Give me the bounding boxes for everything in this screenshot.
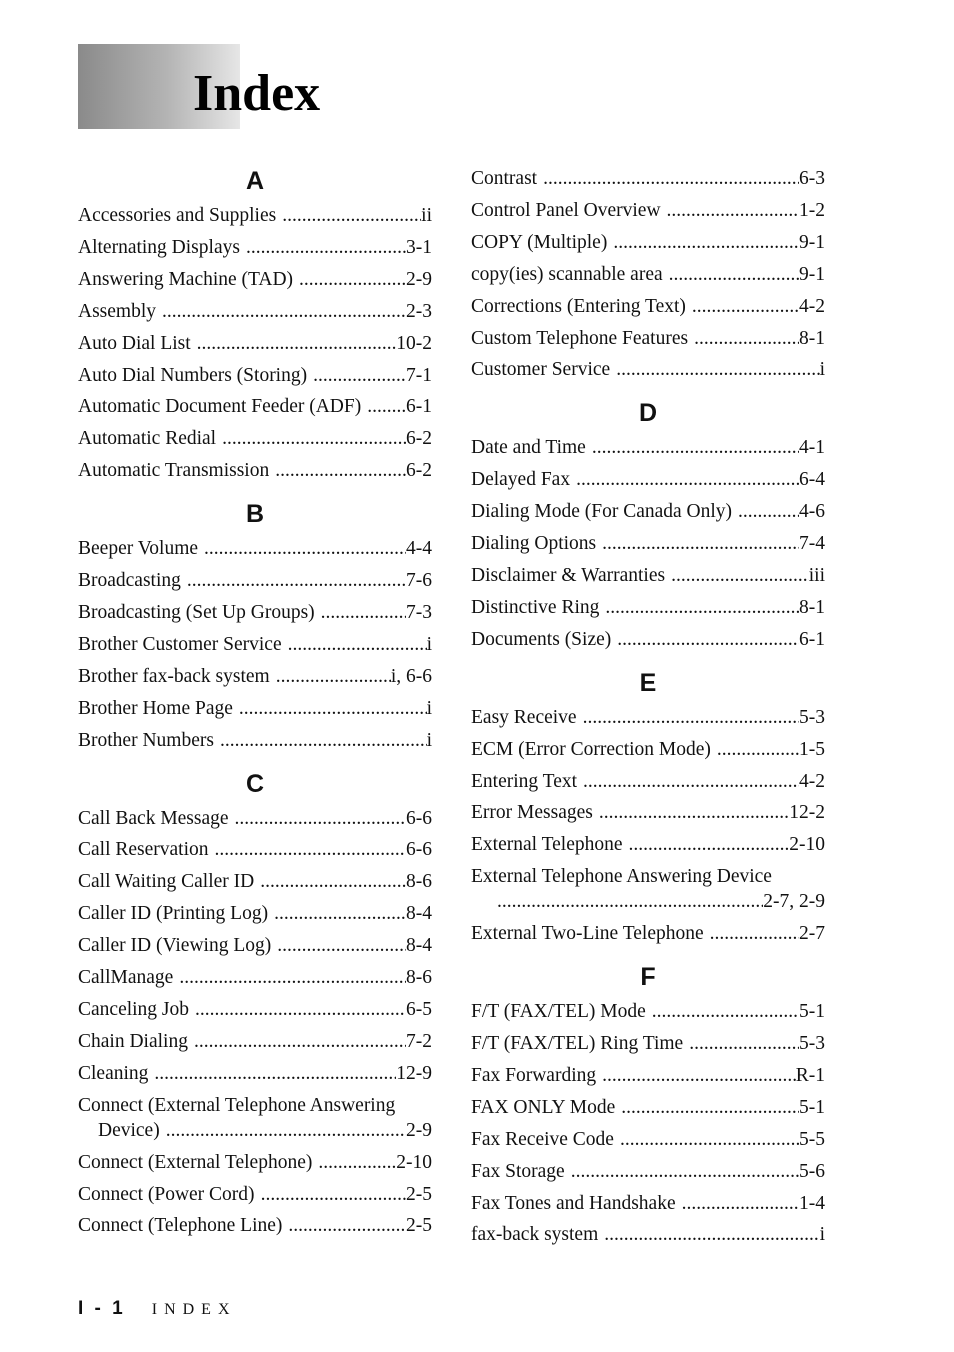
- dot-leader: [738, 496, 799, 528]
- dot-leader: [616, 354, 819, 386]
- entry-page: 2-7: [799, 923, 825, 945]
- entry-page: 1-5: [799, 738, 825, 760]
- entry-term: Error Messages: [471, 802, 593, 824]
- dot-leader: [629, 829, 790, 861]
- entry-page: 6-6: [406, 807, 432, 829]
- index-entry: [471, 291, 825, 323]
- entry-page: 2-5: [406, 1183, 432, 1205]
- index-entry: [78, 803, 432, 835]
- entry-page: 6-4: [799, 469, 825, 491]
- dot-leader: [166, 1118, 406, 1143]
- index-section: [78, 496, 432, 756]
- entry-term: Control Panel Overview: [471, 199, 661, 221]
- entry-page: 2-7, 2-9: [763, 891, 825, 913]
- index-entry: [471, 624, 825, 656]
- entry-term: Broadcasting (Set Up Groups): [78, 601, 315, 623]
- entry-page: 8-1: [799, 327, 825, 349]
- index-section: [78, 163, 432, 487]
- dot-leader: [667, 195, 799, 227]
- index-entry: [471, 1092, 825, 1124]
- index-entry: [471, 1188, 825, 1220]
- entry-term: Auto Dial Numbers (Storing): [78, 364, 308, 386]
- entry-page: i: [426, 729, 432, 751]
- index-entry: [78, 866, 432, 898]
- dot-leader: [194, 1026, 406, 1058]
- entry-page: 1-4: [799, 1192, 825, 1214]
- entry-page: 5-1: [799, 1096, 825, 1118]
- entry-page: 8-6: [406, 967, 432, 989]
- index-entry: [78, 533, 432, 565]
- dot-leader: [195, 994, 406, 1026]
- entry-page: 4-4: [406, 538, 432, 560]
- page-footer: [78, 1298, 237, 1322]
- entry-page: i, 6-6: [390, 665, 432, 687]
- dot-leader: [621, 1092, 799, 1124]
- index-entry: [78, 898, 432, 930]
- index-entry: [78, 1058, 432, 1090]
- dot-leader: [277, 930, 406, 962]
- entry-page: 2-3: [406, 300, 432, 322]
- index-entry: [78, 423, 432, 455]
- entry-page: 2-9: [406, 268, 432, 290]
- dot-leader: [239, 693, 427, 725]
- index-entry: [78, 360, 432, 392]
- entry-term-continued: Device): [98, 1119, 160, 1141]
- index-entry: [78, 1210, 432, 1242]
- entry-term: Disclaimer & Warranties: [471, 564, 666, 586]
- index-entry: [78, 725, 432, 757]
- entry-page: 8-4: [406, 903, 432, 925]
- entry-term: fax-back system: [471, 1224, 599, 1246]
- entry-term: Call Waiting Caller ID: [78, 871, 255, 893]
- section-letter: F: [640, 963, 656, 992]
- entry-page: 6-1: [799, 628, 825, 650]
- entry-page: 9-1: [799, 231, 825, 253]
- entry-term: External Telephone: [471, 834, 623, 856]
- entry-term: Dialing Options: [471, 533, 597, 555]
- entry-page: 4-2: [799, 770, 825, 792]
- page-title: Index: [193, 65, 321, 122]
- entry-page: 5-1: [799, 1001, 825, 1023]
- entry-term: External Telephone Answering Device: [471, 866, 772, 888]
- dot-leader: [605, 592, 799, 624]
- index-entry: [78, 296, 432, 328]
- entry-page: i: [426, 633, 432, 655]
- dot-leader: [282, 200, 421, 232]
- entry-term: Automatic Transmission: [78, 460, 270, 482]
- index-entry: [471, 323, 825, 355]
- dot-leader: [261, 1179, 406, 1211]
- entry-page: 7-3: [406, 601, 432, 623]
- entry-term: Easy Receive: [471, 706, 577, 728]
- index-entry: [471, 702, 825, 734]
- index-entry: [471, 1060, 825, 1092]
- index-entry: [78, 962, 432, 994]
- entry-page: 7-2: [406, 1030, 432, 1052]
- entry-page: 5-5: [799, 1128, 825, 1150]
- entry-term: Automatic Redial: [78, 428, 217, 450]
- dot-leader: [571, 1156, 799, 1188]
- entry-page: 7-1: [406, 364, 432, 386]
- entry-term: Call Back Message: [78, 807, 229, 829]
- dot-leader: [692, 291, 799, 323]
- dot-leader: [299, 264, 406, 296]
- dot-leader: [318, 1147, 396, 1179]
- index-entry: [471, 195, 825, 227]
- entry-page: 6-1: [406, 396, 432, 418]
- entry-term: Brother Customer Service: [78, 633, 282, 655]
- index-entry: [471, 464, 825, 496]
- entry-term: Distinctive Ring: [471, 596, 600, 618]
- index-entry: [78, 200, 432, 232]
- section-letter: C: [245, 769, 265, 798]
- entry-page: 6-2: [406, 460, 432, 482]
- index-entry: [471, 797, 825, 829]
- entry-term: Customer Service: [471, 359, 611, 381]
- entry-term: Delayed Fax: [471, 469, 571, 491]
- index-entry: [471, 861, 825, 918]
- index-entry: [471, 592, 825, 624]
- dot-leader: [288, 1210, 406, 1242]
- entry-term: Custom Telephone Features: [471, 327, 689, 349]
- dot-leader: [222, 423, 406, 455]
- entry-term: Assembly: [78, 300, 156, 322]
- entry-page: 3-1: [406, 236, 432, 258]
- dot-leader: [717, 734, 799, 766]
- entry-term: CallManage: [78, 967, 174, 989]
- dot-leader: [543, 163, 799, 195]
- index-entry: [471, 918, 825, 950]
- entry-term: Call Reservation: [78, 839, 209, 861]
- entry-term: Brother Numbers: [78, 729, 214, 751]
- index-column-right: [471, 163, 825, 1260]
- entry-term: copy(ies) scannable area: [471, 263, 663, 285]
- entry-page: 1-2: [799, 199, 825, 221]
- dot-leader: [669, 259, 799, 291]
- dot-leader: [321, 597, 406, 629]
- entry-term: Dialing Mode (For Canada Only): [471, 501, 733, 523]
- entry-page: 4-1: [799, 437, 825, 459]
- dot-leader: [694, 323, 799, 355]
- dot-leader: [215, 834, 406, 866]
- entry-term: Fax Receive Code: [471, 1128, 614, 1150]
- entry-page: 9-1: [799, 263, 825, 285]
- entry-page: 5-6: [799, 1160, 825, 1182]
- entry-term: Fax Forwarding: [471, 1064, 597, 1086]
- entry-page: 6-6: [406, 839, 432, 861]
- index-entry: [471, 560, 825, 592]
- dot-leader: [497, 889, 763, 914]
- index-section: [471, 163, 825, 386]
- entry-page: 8-6: [406, 871, 432, 893]
- entry-term: Alternating Displays: [78, 236, 240, 258]
- entry-term: Fax Tones and Handshake: [471, 1192, 676, 1214]
- dot-leader: [235, 803, 406, 835]
- index-section: [471, 665, 825, 950]
- entry-term: External Two-Line Telephone: [471, 923, 704, 945]
- dot-leader: [592, 432, 799, 464]
- entry-term: Auto Dial List: [78, 332, 191, 354]
- entry-page: 4-6: [799, 501, 825, 523]
- dot-leader: [710, 918, 799, 950]
- index-entry: [471, 528, 825, 560]
- entry-page: 10-2: [396, 332, 432, 354]
- dot-leader: [179, 962, 406, 994]
- index-entry: [471, 766, 825, 798]
- entry-page: 6-3: [799, 168, 825, 189]
- index-entry: [471, 829, 825, 861]
- entry-page: 2-10: [789, 834, 825, 856]
- entry-page: 5-3: [799, 706, 825, 728]
- dot-leader: [288, 629, 427, 661]
- entry-term: Connect (Power Cord): [78, 1183, 255, 1205]
- dot-leader: [617, 624, 799, 656]
- entry-term: Date and Time: [471, 437, 586, 459]
- entry-page: 2-10: [396, 1151, 432, 1173]
- entry-term: Connect (External Telephone Answering: [78, 1094, 396, 1116]
- entry-page: 2-5: [406, 1215, 432, 1237]
- entry-term: Connect (Telephone Line): [78, 1215, 283, 1237]
- entry-page: 12-2: [789, 802, 825, 824]
- entry-page: 7-6: [406, 570, 432, 592]
- dot-leader: [162, 296, 406, 328]
- entry-term: Chain Dialing: [78, 1030, 188, 1052]
- index-section: [471, 395, 825, 655]
- entry-page: 12-9: [396, 1062, 432, 1084]
- index-entry: [78, 629, 432, 661]
- index-entry: [471, 496, 825, 528]
- dot-leader: [682, 1188, 799, 1220]
- dot-leader: [197, 328, 397, 360]
- entry-term: Answering Machine (TAD): [78, 268, 294, 290]
- section-letter: E: [639, 668, 657, 697]
- index-entry: [78, 693, 432, 725]
- section-letter: D: [638, 399, 658, 428]
- index-entry: [78, 1179, 432, 1211]
- entry-term: Broadcasting: [78, 570, 181, 592]
- entry-term: Contrast: [471, 168, 538, 189]
- index-entry: [471, 1156, 825, 1188]
- index-section: [471, 959, 825, 1251]
- footer-label: INDEX: [151, 1301, 237, 1318]
- dot-leader: [599, 797, 789, 829]
- entry-term: Caller ID (Viewing Log): [78, 935, 272, 957]
- dot-leader: [246, 232, 406, 264]
- entry-page: i: [426, 697, 432, 719]
- index-entry: [471, 354, 825, 386]
- index-entry: [78, 930, 432, 962]
- entry-page: ii: [421, 205, 432, 226]
- entry-term: Canceling Job: [78, 998, 190, 1020]
- index-entry: [471, 1028, 825, 1060]
- entry-term: FAX ONLY Mode: [471, 1096, 616, 1118]
- entry-page: R-1: [795, 1064, 825, 1086]
- index-entry: [78, 232, 432, 264]
- dot-leader: [689, 1028, 799, 1060]
- dot-leader: [220, 725, 427, 757]
- dot-leader: [613, 227, 799, 259]
- index-entry: [78, 661, 432, 693]
- index-entry: [471, 734, 825, 766]
- section-letter: B: [245, 500, 265, 529]
- entry-term: Documents (Size): [471, 628, 612, 650]
- index-entry: [78, 391, 432, 423]
- entry-term: Beeper Volume: [78, 538, 199, 560]
- index-entry: [78, 597, 432, 629]
- index-entry: [471, 163, 825, 195]
- section-letter: A: [245, 167, 265, 195]
- dot-leader: [275, 455, 406, 487]
- entry-term: Connect (External Telephone): [78, 1151, 313, 1173]
- dot-leader: [367, 391, 406, 423]
- entry-term: Cleaning: [78, 1062, 149, 1084]
- entry-page: 2-9: [406, 1119, 432, 1141]
- index-entry: [471, 1124, 825, 1156]
- entry-term: F/T (FAX/TEL) Mode: [471, 1001, 646, 1023]
- entry-term: Entering Text: [471, 770, 578, 792]
- dot-leader: [204, 533, 406, 565]
- index-entry: [471, 996, 825, 1028]
- entry-term: Brother Home Page: [78, 697, 233, 719]
- index-entry: [471, 432, 825, 464]
- entry-page: 8-4: [406, 935, 432, 957]
- dot-leader: [154, 1058, 396, 1090]
- entry-page: 6-5: [406, 998, 432, 1020]
- entry-page: 5-3: [799, 1033, 825, 1055]
- entry-term: Accessories and Supplies: [78, 205, 277, 226]
- dot-leader: [583, 702, 799, 734]
- entry-term: ECM (Error Correction Mode): [471, 738, 711, 760]
- index-entry: [78, 1026, 432, 1058]
- entry-page: iii: [808, 564, 825, 586]
- entry-term: F/T (FAX/TEL) Ring Time: [471, 1033, 684, 1055]
- entry-page: 7-4: [799, 533, 825, 555]
- entry-page: i: [819, 1224, 825, 1246]
- dot-leader: [604, 1219, 819, 1251]
- dot-leader: [276, 661, 391, 693]
- entry-term: Brother fax-back system: [78, 665, 270, 687]
- index-entry: [78, 834, 432, 866]
- index-entry: [78, 1147, 432, 1179]
- dot-leader: [602, 1060, 796, 1092]
- dot-leader: [187, 565, 406, 597]
- entry-page: 8-1: [799, 596, 825, 618]
- index-entry: [78, 264, 432, 296]
- entry-term: Caller ID (Printing Log): [78, 903, 269, 925]
- dot-leader: [583, 766, 799, 798]
- dot-leader: [313, 360, 406, 392]
- dot-leader: [260, 866, 406, 898]
- index-entry: [78, 1090, 432, 1147]
- dot-leader: [620, 1124, 799, 1156]
- entry-page: 6-2: [406, 428, 432, 450]
- index-entry: [471, 227, 825, 259]
- index-entry: [78, 994, 432, 1026]
- dot-leader: [274, 898, 406, 930]
- index-entry: [471, 1219, 825, 1251]
- dot-leader: [602, 528, 799, 560]
- entry-term: Fax Storage: [471, 1160, 565, 1182]
- index-entry: [78, 565, 432, 597]
- index-section: [78, 766, 432, 1243]
- entry-page: 4-2: [799, 295, 825, 317]
- entry-term: COPY (Multiple): [471, 231, 608, 253]
- index-entry: [471, 259, 825, 291]
- dot-leader: [671, 560, 809, 592]
- entry-page: i: [819, 359, 825, 381]
- page-number: I - 1: [78, 1298, 126, 1319]
- index-column-left: [78, 163, 432, 1251]
- entry-term: Automatic Document Feeder (ADF): [78, 396, 362, 418]
- dot-leader: [576, 464, 799, 496]
- index-entry: [78, 328, 432, 360]
- index-entry: [78, 455, 432, 487]
- dot-leader: [652, 996, 799, 1028]
- entry-term: Corrections (Entering Text): [471, 295, 686, 317]
